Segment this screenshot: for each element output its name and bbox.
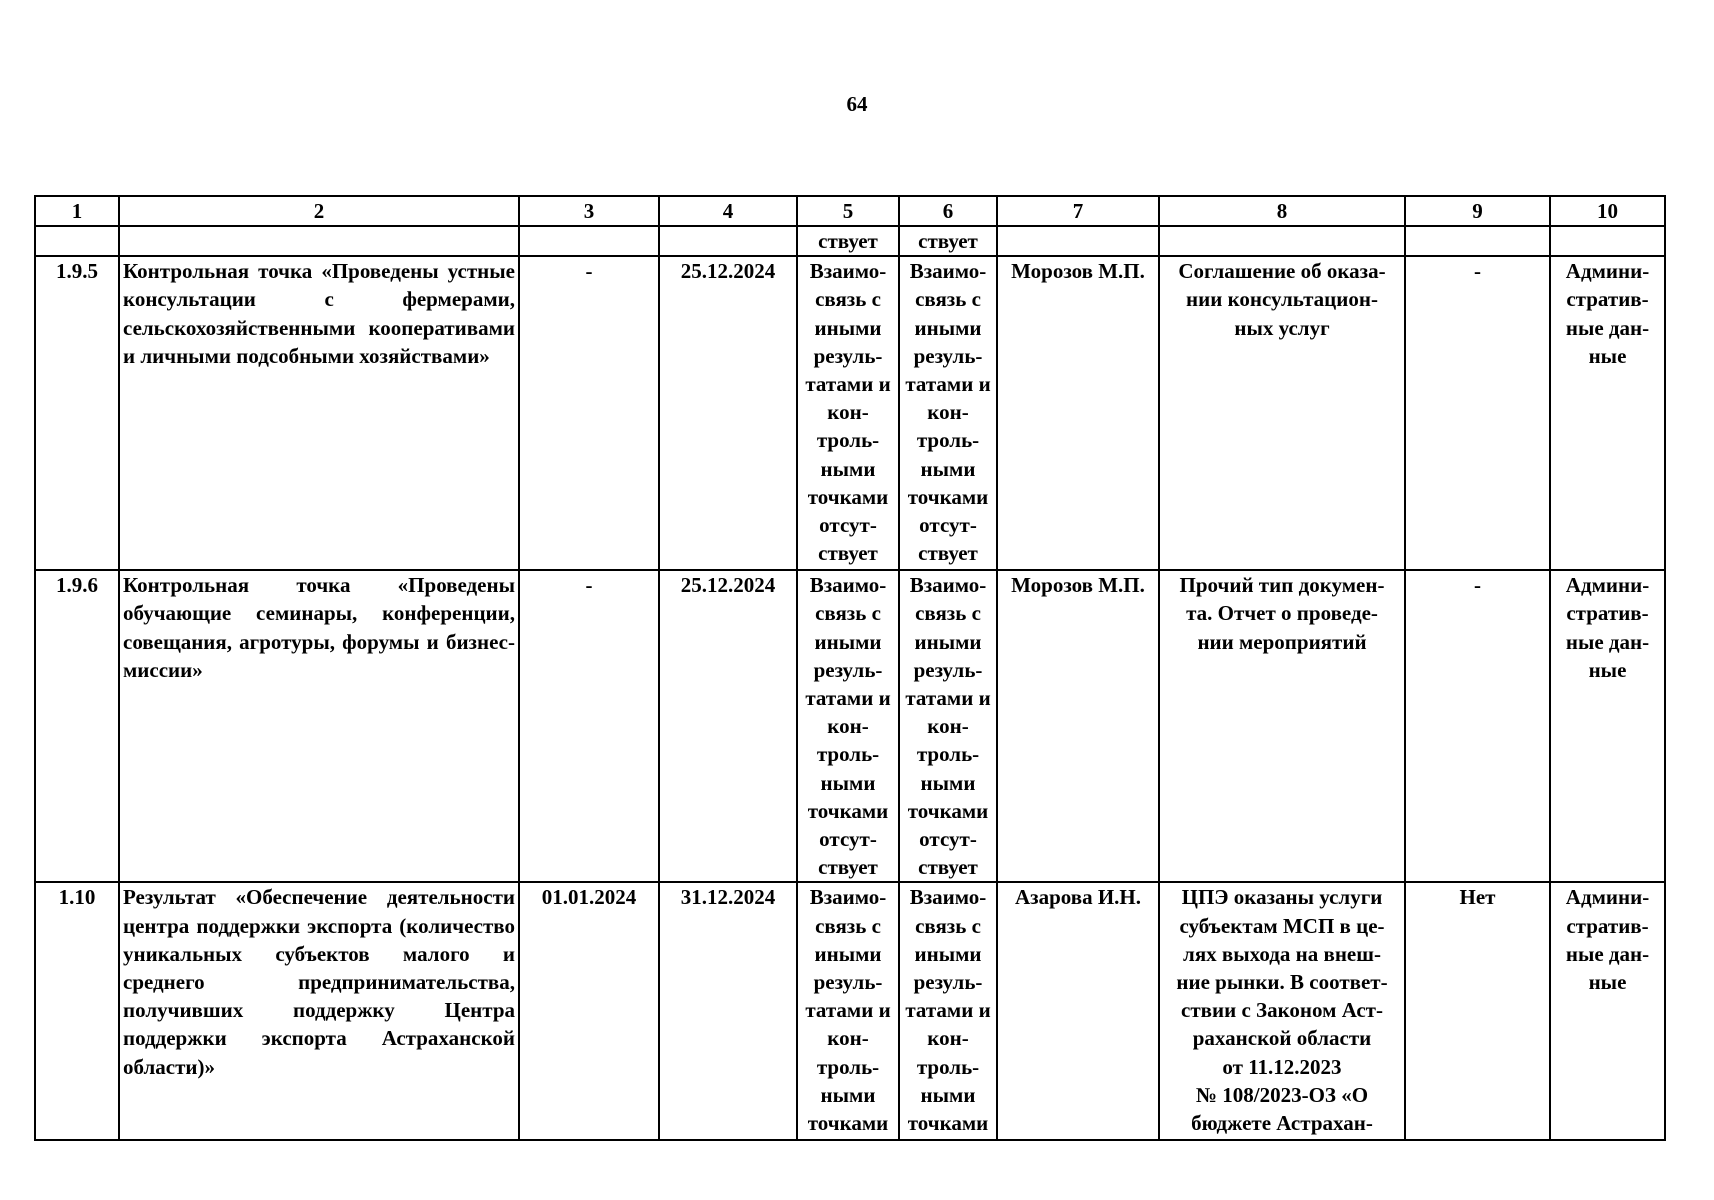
data-source: Админи- стратив- ные дан- ные xyxy=(1550,882,1665,1140)
row-number: 1.9.6 xyxy=(35,570,119,882)
header-cell: 10 xyxy=(1550,196,1665,226)
results-table xyxy=(34,195,1666,1141)
header-cell: 8 xyxy=(1159,196,1405,226)
table-row xyxy=(35,882,1665,1140)
header-cell: 7 xyxy=(997,196,1159,226)
info-system: - xyxy=(1405,570,1550,882)
table-cell xyxy=(519,226,659,256)
start-date: - xyxy=(519,570,659,882)
header-cell: 9 xyxy=(1405,196,1550,226)
responsible-person: Азарова И.Н. xyxy=(997,882,1159,1140)
continuation-row xyxy=(35,226,1665,256)
row-number: 1.9.5 xyxy=(35,256,119,570)
header-cell: 6 xyxy=(899,196,997,226)
header-cell: 3 xyxy=(519,196,659,226)
relation-previous: Взаимо- связь с иными резуль- татами и кон- троль- ными точками xyxy=(797,882,899,1140)
table-row xyxy=(35,256,1665,570)
info-system: - xyxy=(1405,256,1550,570)
relation-next: Взаимо- связь с иными резуль- татами и кон- троль- ными точками xyxy=(899,882,997,1140)
header-row xyxy=(35,196,1665,226)
relation-previous: Взаимо- связь с иными резуль- татами и кон- троль- ными точками отсут- ствует xyxy=(797,570,899,882)
row-name: Контрольная точка «Проведены устные консультации с фермерами, сельскохозяйственными кооперативами и личными подсобными хозяйствами» xyxy=(119,256,519,570)
header-cell: 4 xyxy=(659,196,797,226)
table-cell xyxy=(997,226,1159,256)
start-date: 01.01.2024 xyxy=(519,882,659,1140)
document-type: Прочий тип докумен- та. Отчет о проведе- нии мероприятий xyxy=(1159,570,1405,882)
data-source: Админи- стратив- ные дан- ные xyxy=(1550,256,1665,570)
relation-next: Взаимо- связь с иными резуль- татами и кон- троль- ными точками отсут- ствует xyxy=(899,256,997,570)
row-name: Контрольная точка «Проведены обучающие семинары, конференции, совещания, агротуры, форумы и бизнес-миссии» xyxy=(119,570,519,882)
header-cell: 5 xyxy=(797,196,899,226)
table-cell: ствует xyxy=(899,226,997,256)
table-cell: ствует xyxy=(797,226,899,256)
header-cell: 1 xyxy=(35,196,119,226)
data-source: Админи- стратив- ные дан- ные xyxy=(1550,570,1665,882)
document-type: ЦПЭ оказаны услуги субъектам МСП в це- лях выхода на внеш- ние рынки. В соответ- ствии с Законом Аст- раханской области от 11.12.2023 № 108/2023-ОЗ «О бюджете Астрахан- xyxy=(1159,882,1405,1140)
relation-previous: Взаимо- связь с иными резуль- татами и кон- троль- ными точками отсут- ствует xyxy=(797,256,899,570)
table-cell xyxy=(1550,226,1665,256)
table-cell xyxy=(1405,226,1550,256)
responsible-person: Морозов М.П. xyxy=(997,256,1159,570)
table-cell xyxy=(659,226,797,256)
table-row xyxy=(35,570,1665,882)
start-date: - xyxy=(519,256,659,570)
responsible-person: Морозов М.П. xyxy=(997,570,1159,882)
relation-next: Взаимо- связь с иными резуль- татами и кон- троль- ными точками отсут- ствует xyxy=(899,570,997,882)
end-date: 25.12.2024 xyxy=(659,570,797,882)
table-cell xyxy=(119,226,519,256)
end-date: 25.12.2024 xyxy=(659,256,797,570)
page-number: 64 xyxy=(846,92,868,116)
table-cell xyxy=(1159,226,1405,256)
document-type: Соглашение об оказа- нии консультацион- ных услуг xyxy=(1159,256,1405,570)
header-cell: 2 xyxy=(119,196,519,226)
row-name: Результат «Обеспечение деятельности центра поддержки экспорта (количество уникальных субъектов малого и среднего предпринимательства, получивших поддержку Центра поддержки экспорта Астраханской области)» xyxy=(119,882,519,1140)
end-date: 31.12.2024 xyxy=(659,882,797,1140)
table-cell xyxy=(35,226,119,256)
info-system: Нет xyxy=(1405,882,1550,1140)
row-number: 1.10 xyxy=(35,882,119,1140)
